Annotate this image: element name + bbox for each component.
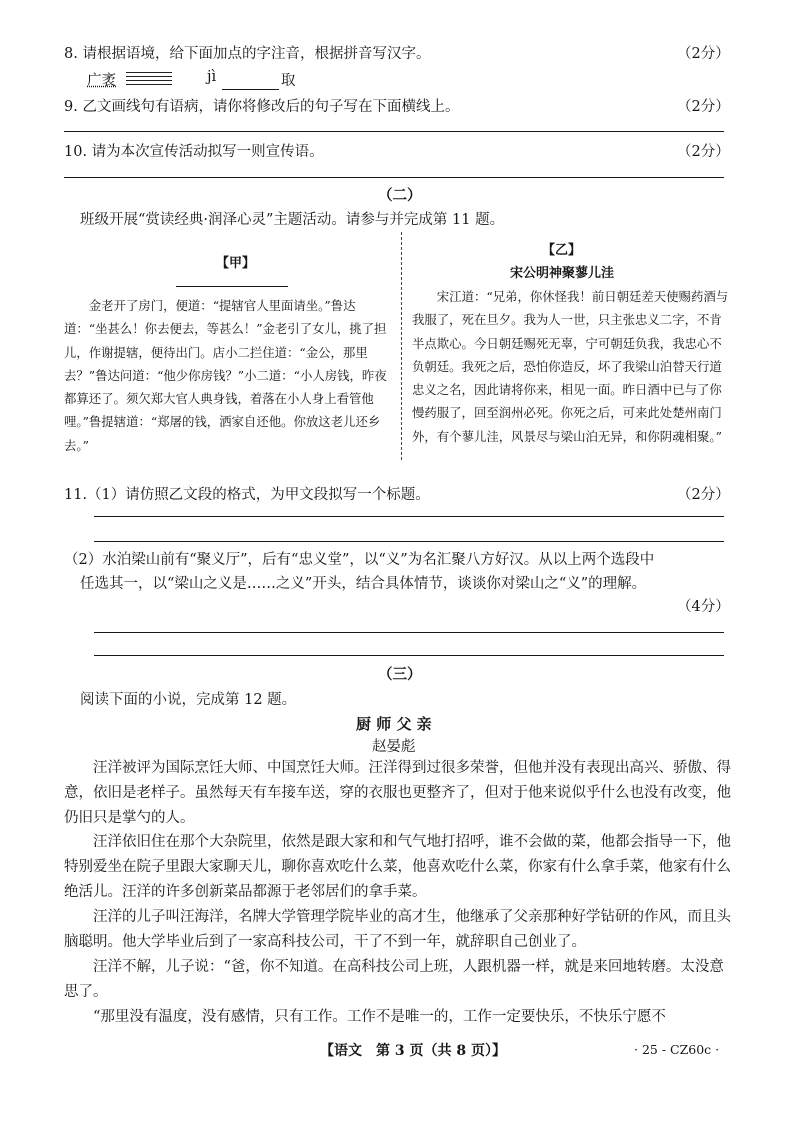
yi-text: 宋江道：“兄弟，你休怪我！前日朝廷差天使赐药酒与我服了，死在旦夕。我为人一世，只主张忠义二字，不肯半点欺心。今日朝廷赐死无辜，宁可朝廷负我，我忠心不负朝廷。我死之后，恐怕你造反，坏了我梁山泊替天行道忠义之名，因此请将你来，相见一面。昨日酒中已与了你慢药服了，回至润州必死。你死之后，可来此处楚州南门外，有个蓼儿洼，风景尽与梁山泊无异，和你阴魂相聚。” [412,289,729,444]
q8-answer-blank-2[interactable] [222,89,279,90]
q11-2-answer-line-2[interactable] [94,655,724,656]
section3-header: （三） [378,666,422,683]
story-author: 赵晏彪 [372,739,416,755]
q11-2-points: （4分） [677,599,730,615]
q11-1-text: 11.（1）请仿照乙文段的格式，为甲文段拟写一个标题。 [64,487,430,503]
story-paragraph-3: 汪洋的儿子叫汪海洋，名牌大学管理学院毕业的高才生，他继承了父亲那种好学钻研的作风，而且头脑聪明。他大学毕业后到了一家高科技公司，干了不到一年，就辞职自己创业了。 [64,909,731,950]
q9-answer-line[interactable] [64,131,724,132]
q10-text: 10. 请为本次宣传活动拟写一则宣传语。 [64,144,324,160]
q11-2-answer-line-1[interactable] [94,632,724,633]
section2-intro: 班级开展“赏读经典·润泽心灵”主题活动。请参与并完成第 11 题。 [80,212,505,228]
q8-item2-pinyin: jì [207,69,217,85]
story-title: 厨 师 父 亲 [356,715,432,733]
story-paragraph-5: “那里没有温度，没有感情，只有工作。工作不是唯一的，工作一定要快乐，不快乐宁愿不 [93,1009,666,1025]
footer-page-info: 【语文 第 3 页（共 8 页）】 [320,1043,506,1059]
q9-points: （2分） [677,99,730,115]
q8-text: 8. 请根据语境，给下面加点的字注音，根据拼音写汉字。 [64,46,431,62]
section2-header: （二） [378,187,422,204]
q11-2-line2: 任选其一，以“梁山之义是……之义”开头，结合具体情节，谈谈你对梁山之“义”的理解。 [80,576,647,592]
q11-1-answer-line-2[interactable] [94,541,724,542]
q8-item2-char: 取 [281,73,296,89]
jia-text: 金老开了房门，便道：“提辖官人里面请坐。”鲁达道：“坐甚么！你去便去，等甚么！”金老引了女儿，挑了担儿，作谢提辖，便待出门。店小二拦住道：“金公，那里去？”鲁达问道：“他少你房钱？”小二道：“小人房钱，昨夜都算还了。须欠郑大官人典身钱，着落在小人身上看管他哩。”鲁提辖道：“郑屠的钱，洒家自还他。你放这老儿还乡去。” [64,298,387,453]
q8-answer-box-1[interactable] [126,70,172,86]
q8-item1 [87,69,116,90]
q10-points: （2分） [677,144,730,160]
yi-title: 宋公明神聚蓼儿洼 [510,266,615,281]
jia-label: 【甲】 [216,256,256,271]
story-paragraph-2: 汪洋依旧住在那个大杂院里，依然是跟大家和和气气地打招呼，谁不会做的菜，他都会指导一下，他特别爱坐在院子里跟大家聊天儿，聊你喜欢吃什么菜，他喜欢吃什么菜，你家有什么拿手菜，他家有什么绝活儿。汪洋的许多创新菜品都源于老邻居们的拿手菜。 [64,834,731,900]
yi-label: 【乙】 [542,243,582,258]
q9-text: 9. 乙文画线句有语病，请你将修改后的句子写在下面横线上。 [64,99,460,115]
q11-2-line1: （2）水泊梁山前有“聚义厅”，后有“忠义堂”，以“义”为名汇聚八方好汉。从以上两个选段中 [64,552,655,568]
q11-1-answer-line-1[interactable] [94,516,724,517]
jia-title-blank[interactable] [176,286,288,287]
q11-1-points: （2分） [677,487,730,503]
column-divider [401,232,402,460]
q10-answer-line[interactable] [64,177,724,178]
footer-code: · 25 - CZ60c · [634,1042,720,1057]
q8-points: （2分） [677,46,730,62]
story-paragraph-1: 汪洋被评为国际烹饪大师、中国烹饪大师。汪洋得到过很多荣誉，但他并没有表现出高兴、骄傲、得意，依旧是老样子。虽然每天有车接车送，穿的衣服也更整齐了，但对于他来说似乎什么也没有改变，他仍旧只是掌勺的人。 [64,760,731,826]
section3-intro: 阅读下面的小说，完成第 12 题。 [80,692,297,708]
q8-item1-word: 广袤 [87,73,116,89]
story-paragraph-4: 汪洋不解，儿子说：“爸，你不知道。在高科技公司上班，人跟机器一样，就是来回地转磨。太没意思了。 [64,959,724,1000]
